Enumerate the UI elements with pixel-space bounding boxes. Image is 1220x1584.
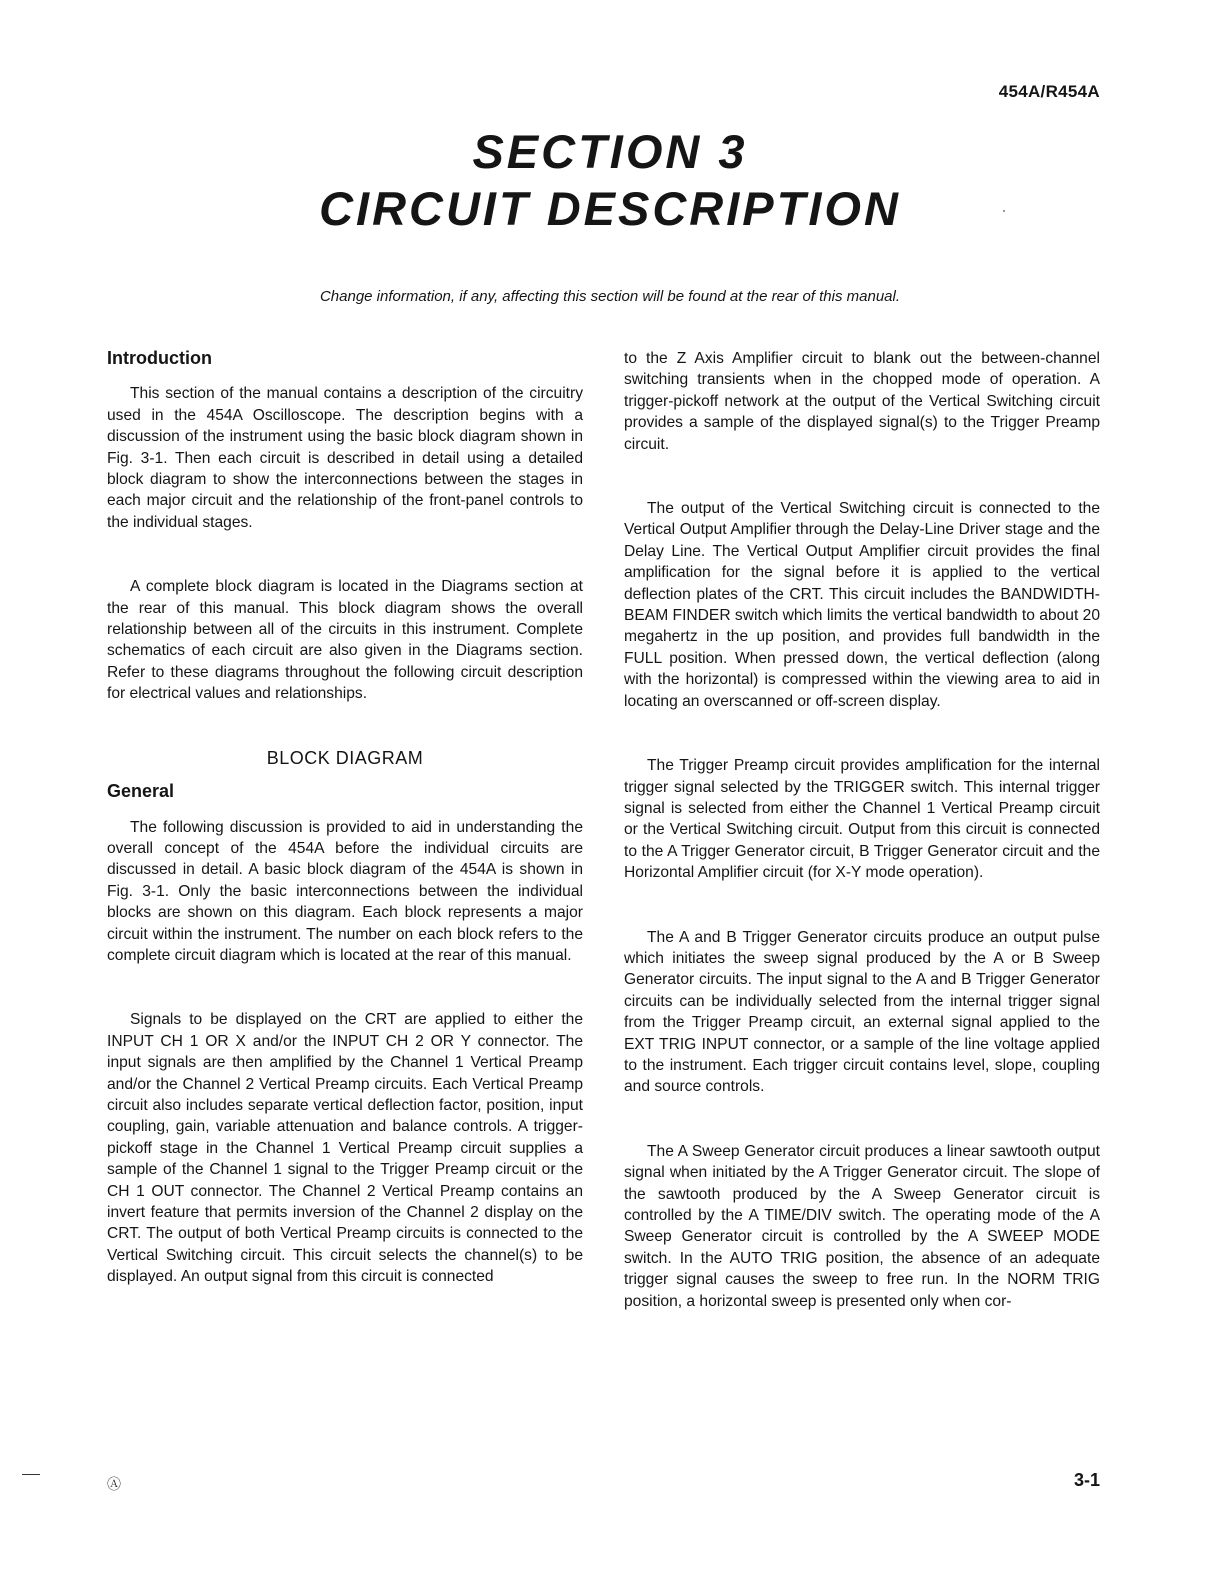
right-paragraph-3: The Trigger Preamp circuit provides amplification for the internal trigger signal selected by the TRIGGER switch. This internal trigger signal is selected from either the Channel 1 Vertical Preamp circuit or the Vertical Switching circuit. Output from this circuit is connected to the A Trigger Generator circuit, B Trigger Generator circuit and the Horizontal Amplifier circuit (for X-Y mode operation).	[624, 757, 1100, 882]
introduction-heading: Introduction	[107, 348, 212, 368]
right-paragraph-5: The A Sweep Generator circuit produces a linear sawtooth output signal when initiated by the A Trigger Generator circuit. The slope of the sawtooth produced by the A Sweep Generator circuit is controlled by the A TIME/DIV switch. The operating mode of the A Sweep Generator circuit is controlled by the A SWEEP MODE switch. In the AUTO TRIG position, the absence of an adequate trigger signal causes the sweep to free run. In the NORM TRIG position, a horizontal sweep is presented only when cor-	[624, 1142, 1100, 1310]
section-subtitle: CIRCUIT DESCRIPTION	[319, 182, 901, 235]
right-paragraph-2: The output of the Vertical Switching circuit is connected to the Vertical Output Amplifier through the Delay-Line Driver stage and the Delay Line. The Vertical Output Amplifier circuit provides the final amplification for the signal before it is applied to the vertical deflection plates of the CRT. This circuit includes the BANDWIDTH-BEAM FINDER switch which limits the vertical bandwidth to about 20 megahertz in the up position, and provides full bandwidth in the FULL position. When pressed down, the vertical deflection (along with the horizontal) is compressed within the viewing area to aid in locating an overscanned or off-screen display.	[624, 500, 1100, 710]
right-column	[624, 348, 1100, 1355]
general-heading: General	[107, 781, 175, 802]
margin-mark	[22, 1474, 40, 1475]
model-number: 454A/R454A	[998, 82, 1100, 101]
revision-mark: Ⓐ	[107, 1476, 121, 1492]
left-column	[107, 348, 583, 1331]
general-paragraph-1: The following discussion is provided to aid in understanding the overall concept of the 454A before the individual circuits are discussed in detail. A basic block diagram of the 454A is shown in Fig. 3-1. Only the basic interconnections between the individual blocks are shown on this diagram. Each block represents a major circuit within the instrument. The number on each block refers to the complete circuit diagram which is located at the rear of this manual.	[107, 818, 583, 964]
introduction-paragraph-1: This section of the manual contains a description of the circuitry used in the 454A Oscilloscope. The description begins with a discussion of the instrument using the basic block diagram shown in Fig. 3-1. Then each circuit is described in detail using a detailed block diagram to show the interconnections between the stages in each major circuit and the relationship of the front-panel controls to the individual stages.	[107, 385, 583, 531]
dust-mark	[1003, 210, 1005, 212]
right-paragraph-1: to the Z Axis Amplifier circuit to blank out the between-channel switching transients when in the chopped mode of operation. A trigger-pickoff network at the output of the Vertical Switching circuit provides a sample of the displayed signal(s) to the Trigger Preamp circuit.	[624, 350, 1100, 453]
section-title: SECTION 3	[472, 125, 748, 178]
block-diagram-heading: BLOCK DIAGRAM	[266, 747, 424, 768]
general-paragraph-2: Signals to be displayed on the CRT are applied to either the INPUT CH 1 OR X and/or the INPUT CH 2 OR Y connector. The input signals are then amplified by the Channel 1 Vertical Preamp and/or the Channel 2 Vertical Preamp circuits. Each Vertical Preamp circuit also includes separate vertical deflection factor, position, input coupling, gain, variable attenuation and balance controls. A trigger-pickoff stage in the Channel 1 Vertical Preamp circuit supplies a sample of the Channel 1 signal to the Trigger Preamp circuit or the CH 1 OUT connector. The Channel 2 Vertical Preamp contains an invert feature that permits inversion of the Channel 2 display on the CRT. The output of both Vertical Preamp circuits is connected to the Vertical Switching circuit. This circuit selects the channel(s) to be displayed. An output signal from this circuit is connected	[107, 1011, 583, 1286]
change-note: Change information, if any, affecting this section will be found at the rear of this manual.	[319, 288, 901, 305]
page-number: 3-1	[1073, 1470, 1100, 1490]
right-paragraph-4: The A and B Trigger Generator circuits produce an output pulse which initiates the sweep signal produced by the A or B Sweep Generator circuits. The input signal to the A and B Trigger Generator circuits can be individually selected from the internal trigger signal from the Trigger Preamp circuit, an external signal applied to the EXT TRIG INPUT connector, or a sample of the line voltage applied to the instrument. Each trigger circuit contains level, slope, coupling and source controls.	[624, 928, 1100, 1096]
introduction-paragraph-2: A complete block diagram is located in the Diagrams section at the rear of this manual. This block diagram shows the overall relationship between all of the circuits in this instrument. Complete schematics of each circuit are also given in the Diagrams section. Refer to these diagrams throughout the following circuit description for electrical values and relationships.	[107, 578, 583, 703]
